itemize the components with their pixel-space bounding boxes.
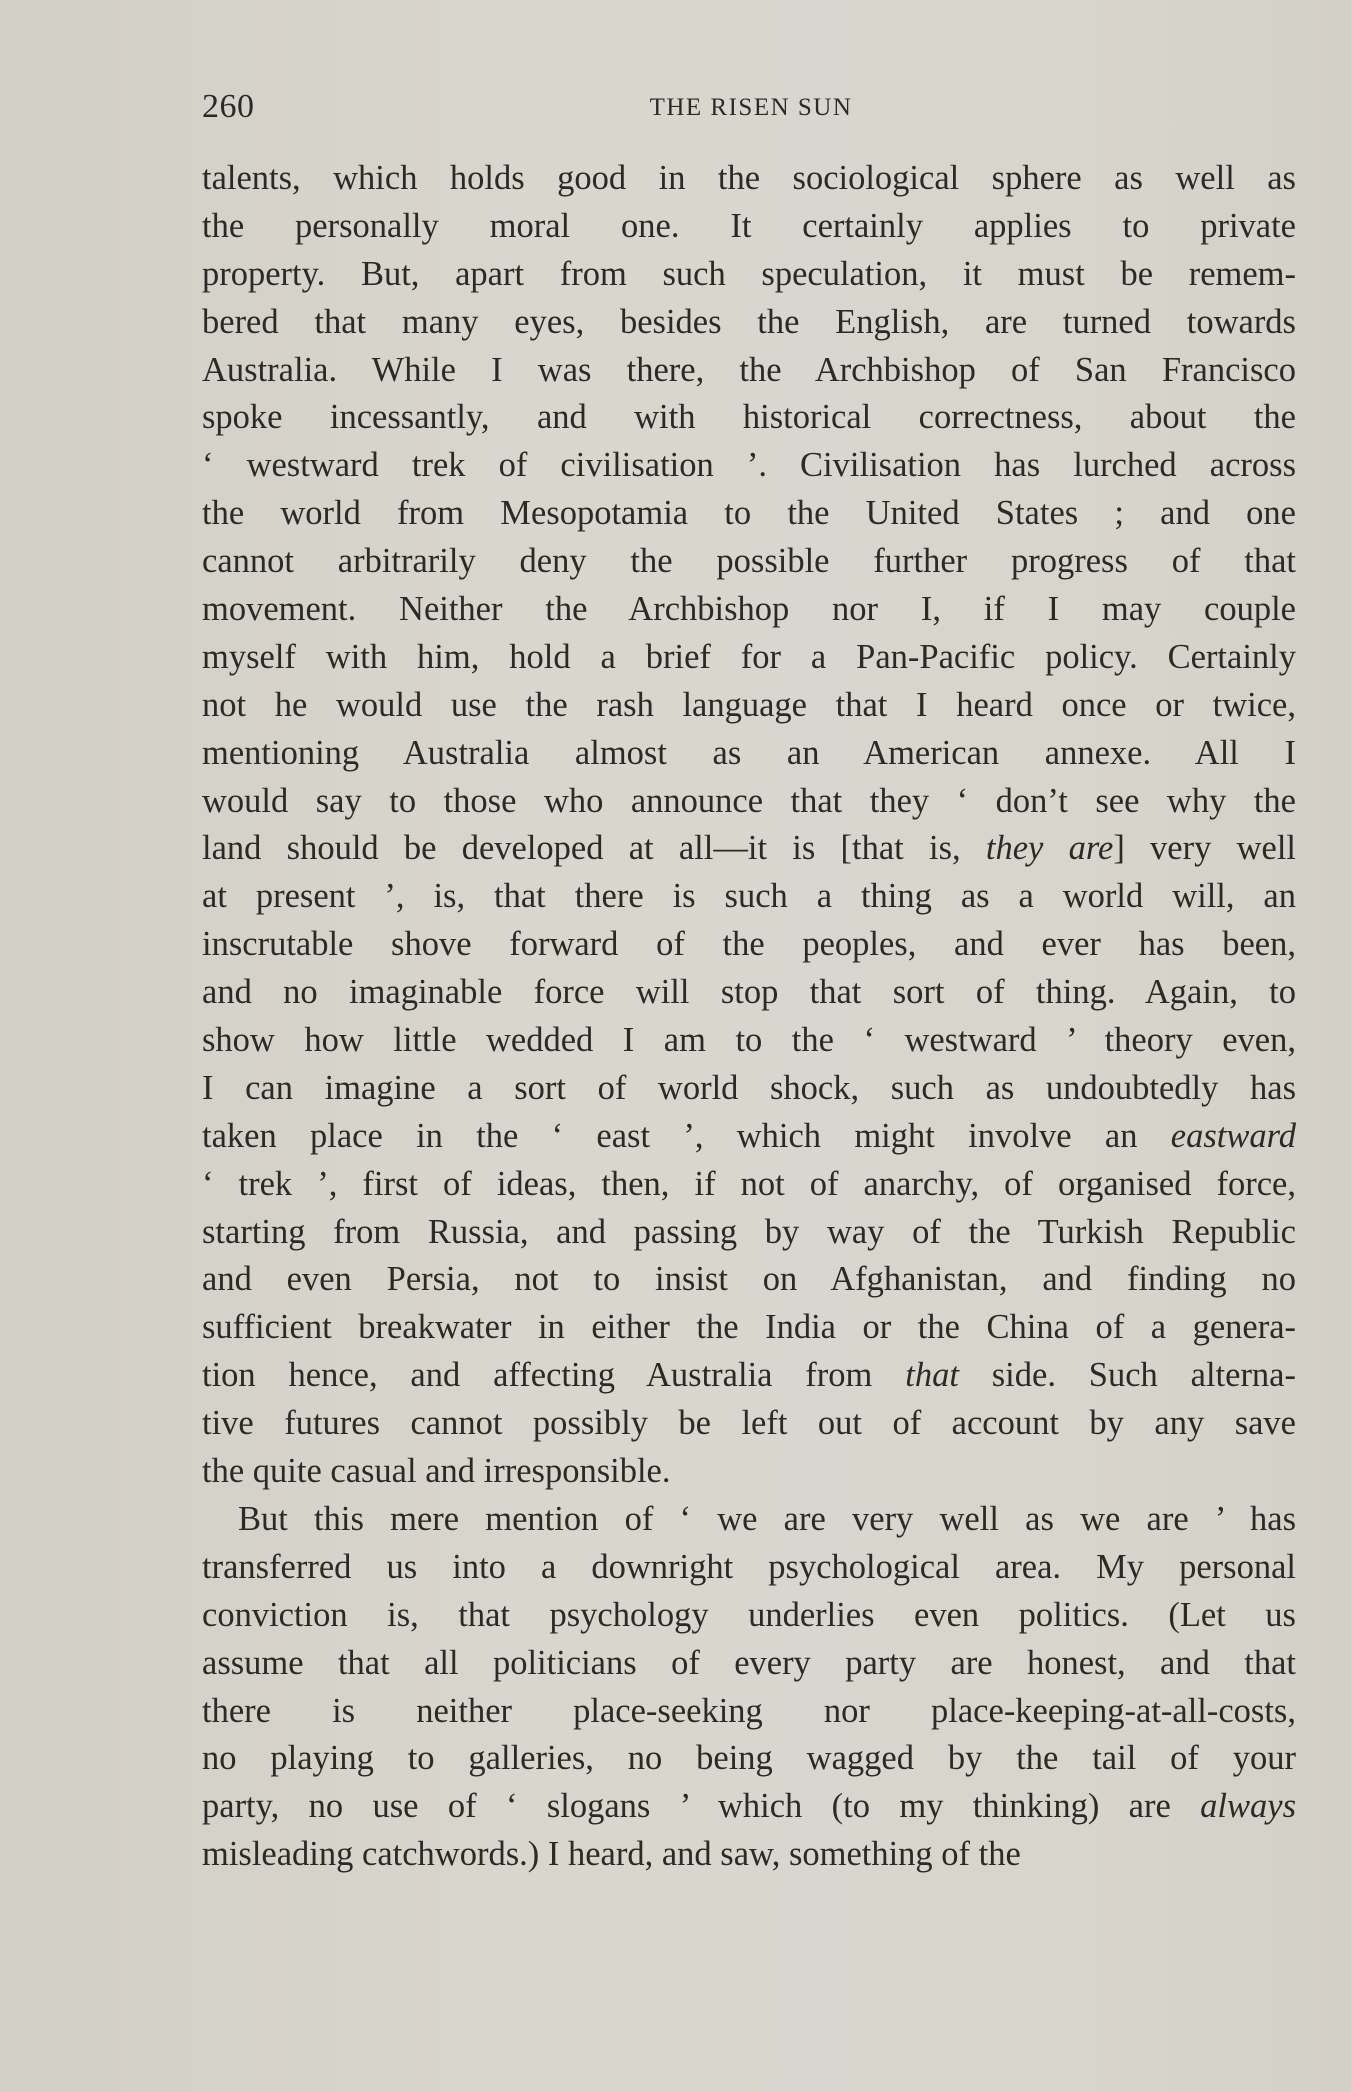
text-segment: side. Such alterna- (958, 1356, 1296, 1395)
text-segment: and even Persia, not to insist on Afghanistan, and finding no (202, 1260, 1296, 1299)
text-segment: inscrutable shove forward of the peoples, and ever has been, (202, 925, 1296, 964)
text-segment: tive futures cannot possibly be left out of account by any save (202, 1404, 1296, 1443)
text-line (202, 730, 1296, 778)
text-line (202, 490, 1296, 538)
text-line (202, 1017, 1296, 1065)
italic-text: that (905, 1356, 959, 1395)
running-head (202, 88, 1300, 132)
text-segment: Australia. While I was there, the Archbishop of San Francisco (202, 350, 1296, 389)
text-segment: ] very well (1113, 829, 1296, 868)
text-segment: misleading catchwords.) I heard, and saw, something of the (202, 1835, 1021, 1874)
text-line (202, 442, 1296, 490)
text-line (202, 538, 1296, 586)
text-line (202, 1783, 1296, 1831)
text-segment: and no imaginable force will stop that sort of thing. Again, to (202, 973, 1296, 1012)
text-line (202, 586, 1296, 634)
text-segment: bered that many eyes, besides the English, are turned towards (202, 302, 1296, 341)
text-segment: the personally moral one. It certainly applies to private (202, 206, 1296, 245)
text-line (202, 921, 1296, 969)
text-line (202, 1496, 1296, 1544)
text-line (202, 969, 1296, 1017)
text-line (202, 1640, 1296, 1688)
text-segment: show how little wedded I am to the ‘ westward ’ theory even, (202, 1021, 1296, 1060)
text-line (202, 682, 1296, 730)
text-line (202, 825, 1296, 873)
text-line (202, 347, 1296, 395)
text-segment: taken place in the ‘ east ’, which might involve an (202, 1116, 1171, 1155)
text-line (202, 1065, 1296, 1113)
text-line (202, 1448, 1296, 1496)
text-line (202, 1304, 1296, 1352)
page-number: 260 (202, 88, 255, 125)
text-line (202, 1352, 1296, 1400)
text-segment: there is neither place-seeking nor place-keeping-at-all-costs, (202, 1691, 1296, 1730)
text-segment: movement. Neither the Archbishop nor I, if I may couple (202, 590, 1296, 629)
text-line (202, 251, 1296, 299)
text-line (202, 1544, 1296, 1592)
text-segment: party, no use of ‘ slogans ’ which (to my thinking) are (202, 1787, 1201, 1826)
text-line (202, 873, 1296, 921)
text-segment: the world from Mesopotamia to the United States ; and one (202, 494, 1296, 533)
text-segment: no playing to galleries, no being wagged by the tail of your (202, 1739, 1296, 1778)
italic-text: eastward (1170, 1116, 1296, 1155)
text-segment: assume that all politicians of every party are honest, and that (202, 1643, 1296, 1682)
text-segment: land should be developed at all—it is [that is, (202, 829, 986, 868)
text-segment: property. But, apart from such speculation, it must be remem- (202, 254, 1296, 293)
text-segment: I can imagine a sort of world shock, such as undoubtedly has (202, 1068, 1296, 1107)
text-line (202, 1256, 1296, 1304)
text-segment: the quite casual and irresponsible. (202, 1452, 671, 1491)
body-text (202, 155, 1296, 1879)
text-line (202, 1688, 1296, 1736)
text-line (202, 1113, 1296, 1161)
text-segment: sufficient breakwater in either the India or the China of a genera- (202, 1308, 1296, 1347)
text-segment: But this mere mention of ‘ we are very well as we are ’ has (238, 1499, 1296, 1538)
text-segment: mentioning Australia almost as an American annexe. All I (202, 733, 1296, 772)
text-line (202, 394, 1296, 442)
running-title: THE RISEN SUN (649, 94, 853, 121)
text-line (202, 1400, 1296, 1448)
paragraph (202, 1496, 1296, 1879)
text-segment: ‘ westward trek of civilisation ’. Civilisation has lurched across (202, 446, 1296, 485)
text-line (202, 1161, 1296, 1209)
text-segment: tion hence, and affecting Australia from (202, 1356, 906, 1395)
text-segment: spoke incessantly, and with historical correctness, about the (202, 398, 1296, 437)
text-segment: cannot arbitrarily deny the possible further progress of that (202, 542, 1296, 581)
paragraph (202, 155, 1296, 1496)
text-segment: transferred us into a downright psychological area. My personal (202, 1547, 1296, 1586)
text-line (202, 155, 1296, 203)
text-segment: talents, which holds good in the sociological sphere as well as (202, 159, 1296, 197)
text-line (202, 1209, 1296, 1257)
text-segment: conviction is, that psychology underlies even politics. (Let us (202, 1595, 1296, 1634)
text-line (202, 778, 1296, 826)
text-line (202, 203, 1296, 251)
text-segment: at present ’, is, that there is such a thing as a world will, an (202, 877, 1296, 916)
text-line (202, 1592, 1296, 1640)
text-line (202, 1831, 1296, 1879)
italic-text: always (1200, 1787, 1296, 1826)
text-segment: ‘ trek ’, first of ideas, then, if not of anarchy, of organised force, (202, 1164, 1296, 1203)
text-segment: myself with him, hold a brief for a Pan-Pacific policy. Certainly (202, 637, 1296, 676)
text-line (202, 634, 1296, 682)
text-segment: not he would use the rash language that I heard once or twice, (202, 685, 1296, 724)
text-segment: starting from Russia, and passing by way of the Turkish Republic (202, 1212, 1296, 1251)
text-line (202, 1735, 1296, 1783)
italic-text: they are (985, 829, 1114, 868)
text-segment: would say to those who announce that they ‘ don’t see why the (202, 781, 1296, 820)
text-line (202, 299, 1296, 347)
